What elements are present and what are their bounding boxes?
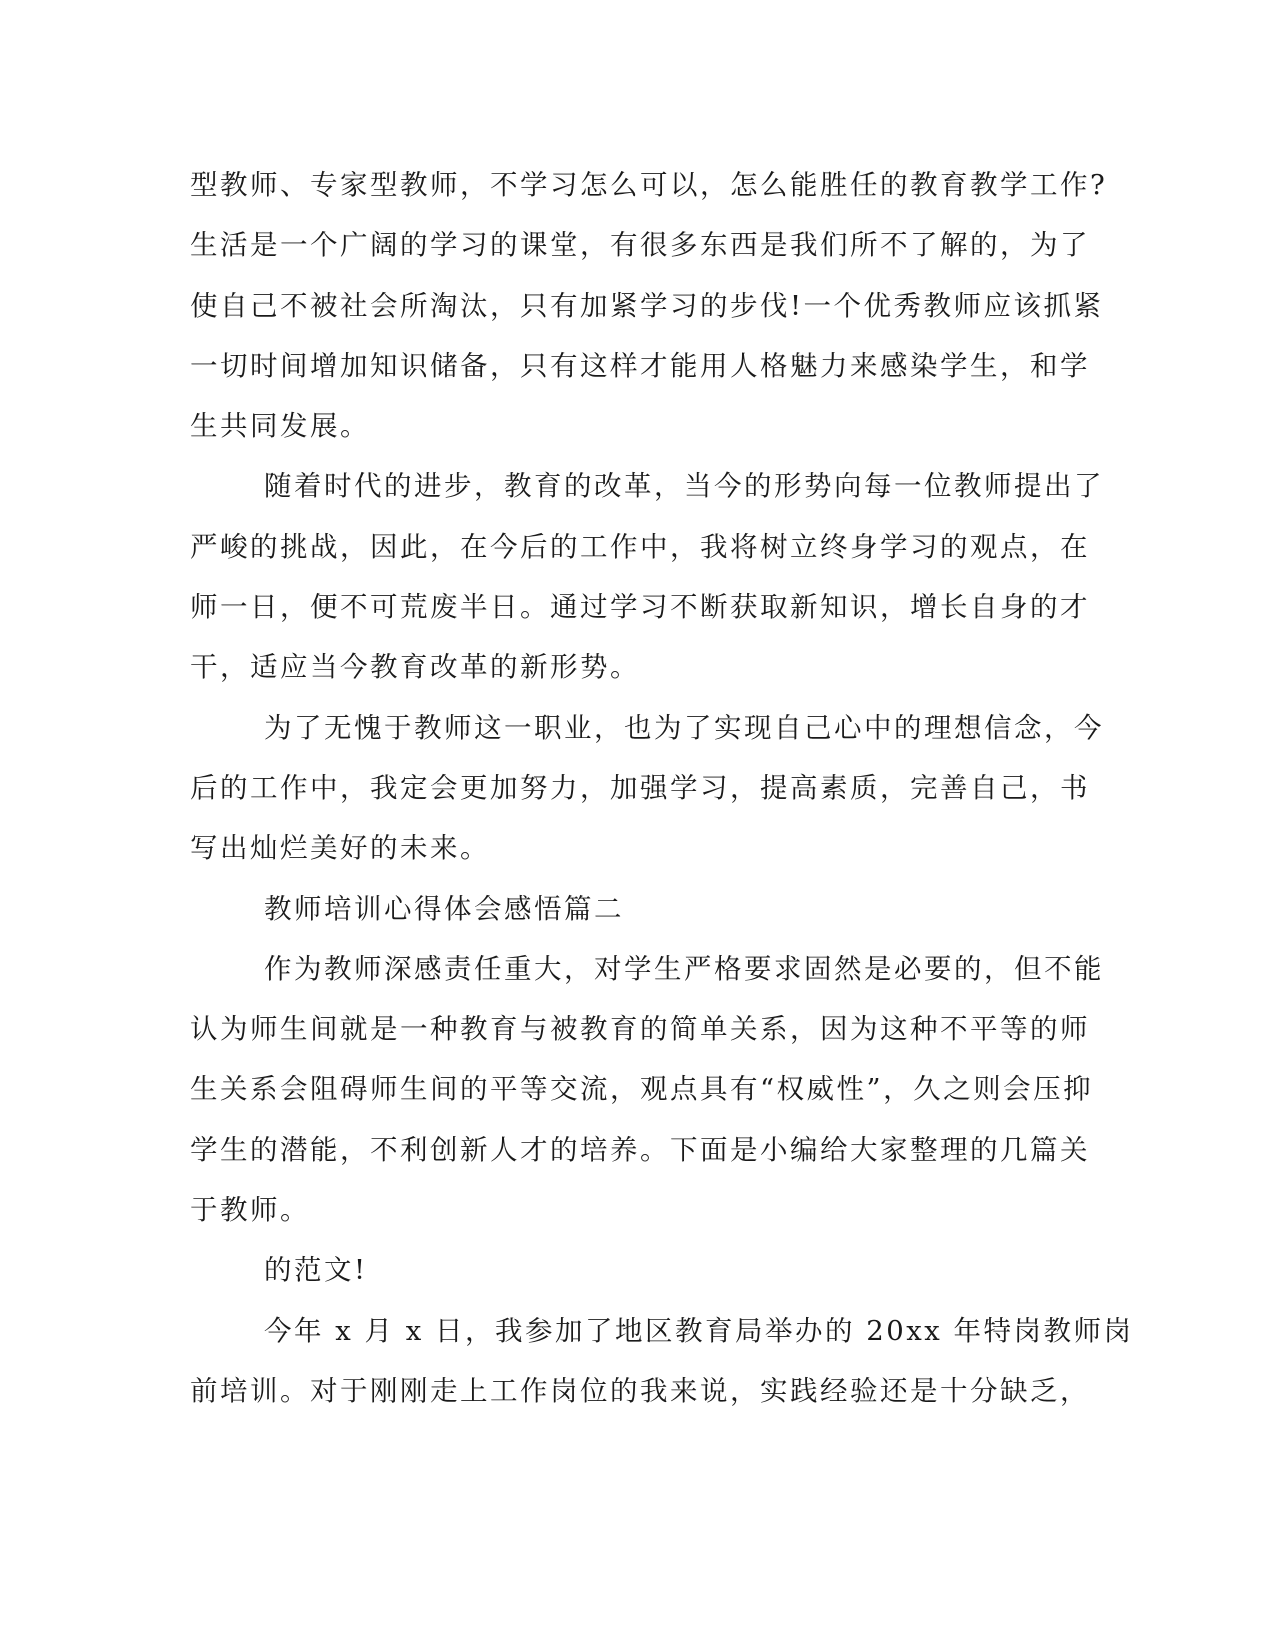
- text-line: 写出灿烂美好的未来。: [190, 832, 490, 865]
- text-line: 的范文!: [264, 1254, 368, 1287]
- text-line: 型教师、专家型教师，不学习怎么可以，怎么能胜任的教育教学工作?: [190, 169, 1108, 201]
- text-line: 一切时间增加知识储备，只有这样才能用人格魅力来感染学生，和学: [190, 349, 1090, 382]
- text-line: 生共同发展。: [190, 410, 370, 443]
- text-line: 前培训。对于刚刚走上工作岗位的我来说，实践经验还是十分缺乏，: [190, 1374, 1090, 1407]
- text-line: 学生的潜能，不利创新人才的培养。下面是小编给大家整理的几篇关: [190, 1133, 1090, 1166]
- text-line: 使自己不被社会所淘汰，只有加紧学习的步伐!一个优秀教师应该抓紧: [190, 289, 1104, 322]
- text-line: 师一日，便不可荒废半日。通过学习不断获取新知识，增长自身的才: [190, 591, 1090, 624]
- section-heading: 教师培训心得体会感悟篇二: [264, 892, 624, 925]
- text-line: 后的工作中，我定会更加努力，加强学习，提高素质，完善自己，书: [190, 771, 1090, 804]
- text-line: 作为教师深感责任重大，对学生严格要求固然是必要的，但不能: [264, 952, 1104, 985]
- text-line: 今年 x 月 x 日，我参加了地区教育局举办的 20xx 年特岗教师岗: [264, 1314, 1134, 1347]
- text-line: 生活是一个广阔的学习的课堂，有很多东西是我们所不了解的，为了: [190, 229, 1090, 262]
- text-line: 严峻的挑战，因此，在今后的工作中，我将树立终身学习的观点，在: [190, 530, 1090, 563]
- document-body: [190, 155, 1134, 1421]
- text-line: 生关系会阻碍师生间的平等交流，观点具有“权威性”，久之则会压抑: [190, 1073, 1094, 1106]
- text-line: 认为师生间就是一种教育与被教育的简单关系，因为这种不平等的师: [190, 1013, 1090, 1046]
- text-line: 为了无愧于教师这一职业，也为了实现自己心中的理想信念，今: [264, 711, 1104, 744]
- text-line: 干，适应当今教育改革的新形势。: [190, 651, 640, 684]
- text-line: 于教师。: [190, 1194, 310, 1227]
- text-line: 随着时代的进步，教育的改革，当今的形势向每一位教师提出了: [264, 470, 1104, 503]
